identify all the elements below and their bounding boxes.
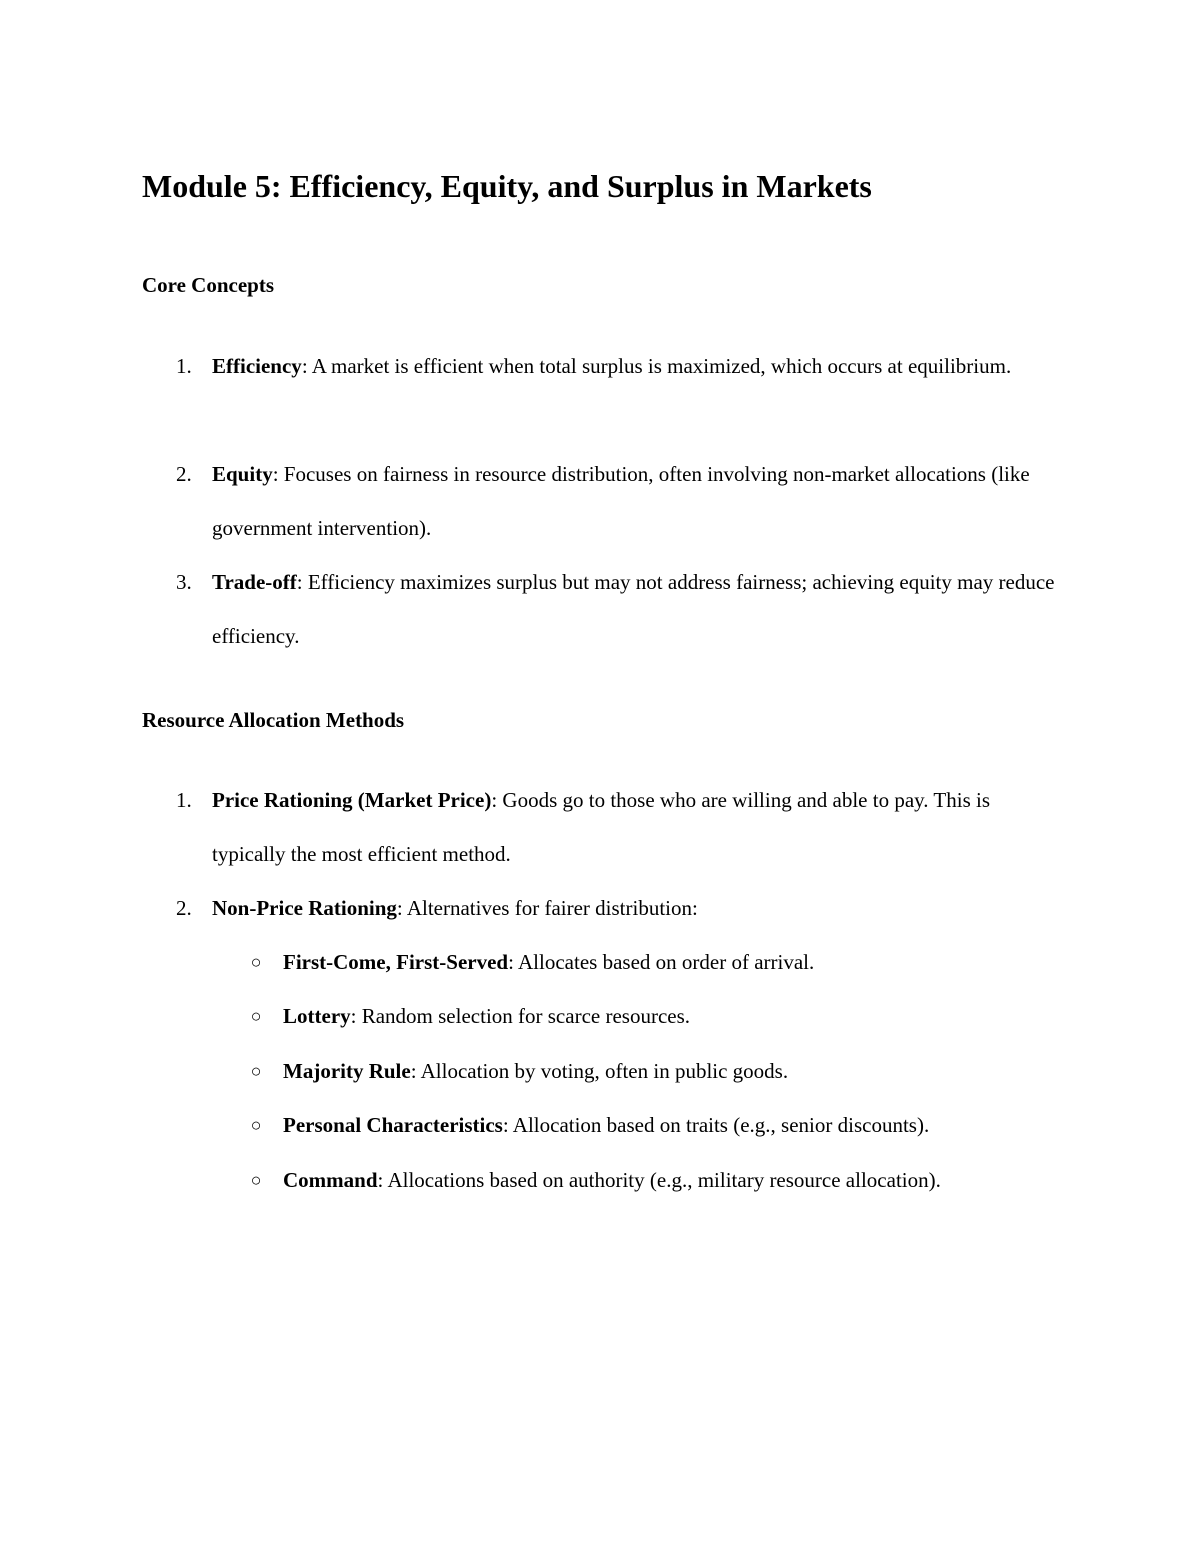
list-number: 1. [176,354,192,378]
list-item-body [212,773,1062,881]
list-item-term: Efficiency [212,354,302,378]
list-item-efficiency [142,339,1062,393]
sub-list-item-body [283,1153,1062,1207]
list-item-term: Non-Price Rationing [212,896,397,920]
sub-list-item-text: : Allocates based on order of arrival. [508,950,815,974]
list-item-body [212,881,1062,935]
list-item-text: : Goods go to those who are willing and able to pay. This is typically the most efficient method. [212,788,991,866]
list-number: 3. [176,570,192,594]
sub-list-item-term: Majority Rule [283,1059,411,1083]
sub-list-item-body [283,1044,1062,1098]
hollow-circle-bullet-icon: ○ [250,1061,262,1081]
list-item-equity [142,447,1062,555]
list-item-body [212,447,1062,555]
hollow-circle-bullet-icon: ○ [250,1115,262,1135]
list-number: 1. [176,788,192,812]
sub-list-item-lottery [142,989,1062,1043]
sub-list-item-personal-characteristics [142,1098,1062,1152]
hollow-circle-bullet-icon: ○ [250,1006,262,1026]
sub-list-item-term: Command [283,1168,378,1192]
list-item-body [212,339,1062,393]
sub-list-item-body [283,1098,1062,1152]
sub-list-item-term: First-Come, First-Served [283,950,509,974]
list-item-text: : Alternatives for fairer distribution: [396,896,698,920]
page-title: Module 5: Efficiency, Equity, and Surplus in Markets [142,168,872,204]
list-number: 2. [176,462,192,486]
hollow-circle-bullet-icon: ○ [250,1170,262,1190]
section-heading-allocation-methods: Resource Allocation Methods [142,708,405,732]
sub-list-item-command [142,1153,1062,1207]
list-item-text: : Efficiency maximizes surplus but may not address fairness; achieving equity may reduce efficiency. [212,570,1055,648]
hollow-circle-bullet-icon: ○ [250,952,262,972]
list-item-term: Price Rationing (Market Price) [212,788,492,812]
list-item-term: Trade-off [212,570,297,594]
list-item-text: : A market is efficient when total surplus is maximized, which occurs at equilibrium. [301,354,1012,378]
sub-list-item-text: : Allocations based on authority (e.g., military resource allocation). [377,1168,941,1192]
sub-list-item-text: : Allocation based on traits (e.g., senior discounts). [502,1113,930,1137]
list-item-price-rationing [142,773,1062,881]
list-item-body [212,555,1062,663]
sub-list-item-majority-rule [142,1044,1062,1098]
sub-list-item-term: Lottery [283,1004,351,1028]
sub-list-item-body [283,989,1062,1043]
sub-list-item-text: : Allocation by voting, often in public goods. [410,1059,789,1083]
list-item-term: Equity [212,462,273,486]
list-item-non-price-rationing [142,881,1062,935]
sub-list-item-term: Personal Characteristics [283,1113,503,1137]
sub-list-item-first-come [142,935,1062,989]
list-item-trade-off [142,555,1062,663]
sub-list-item-body [283,935,1062,989]
section-heading-core-concepts: Core Concepts [142,273,275,297]
sub-list-item-text: : Random selection for scarce resources. [350,1004,691,1028]
list-item-text: : Focuses on fairness in resource distribution, often involving non-market allocations (like government intervention). [212,462,1030,540]
list-number: 2. [176,896,192,920]
